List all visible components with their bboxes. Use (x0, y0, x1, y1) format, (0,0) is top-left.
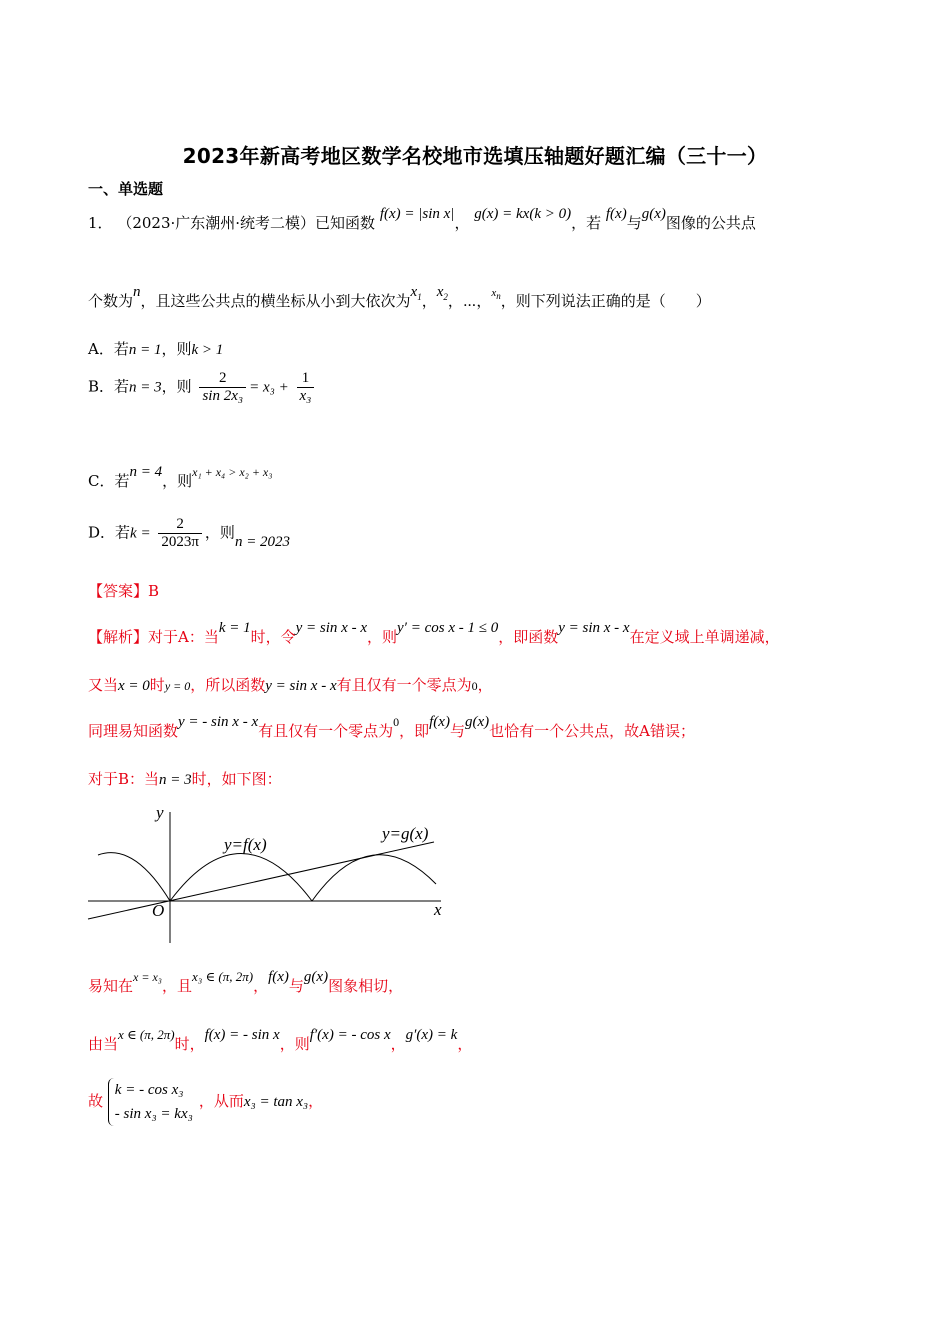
option-b-label: B．若 (88, 377, 130, 396)
text: ，则 (204, 523, 235, 542)
graph-figure (86, 798, 446, 948)
analysis-line-5: 易知在$^{x = x_3}$，且x₃ ∈ (π, 2π)，f(x)与g(x)图象相切， (88, 969, 404, 995)
f-definition: f(x) = |sin x| (379, 206, 455, 222)
xn: xn (491, 287, 501, 302)
option-a (88, 338, 223, 359)
option-b-cond: n = 3 (129, 379, 162, 396)
page-title: 2023年新高考地区数学名校地市选填压轴题好题汇编（三十一） (182, 144, 768, 168)
comma: ， (454, 214, 470, 232)
analysis-line-3: 同理易知函数y = - sin x - x有且仅有一个零点为$^0$，即f(x)与g(x)也恰有一个公共点，故A错误； (88, 714, 695, 740)
option-d (88, 516, 290, 551)
section-heading: 一、单选题 (88, 180, 164, 198)
g-label: y=g(x) (382, 824, 429, 843)
equation-system: k = - cos x₃ - sin x₃ = kx₃ (108, 1078, 193, 1126)
origin-label: O (152, 901, 165, 920)
option-a-result: k > 1 (191, 342, 224, 358)
ruo-text: ，若 (571, 214, 602, 232)
option-c-cond: n = 4 (129, 464, 163, 480)
fraction: $\frac{1}{\text{x₃}}$ (297, 370, 315, 405)
yu-text: 与 (626, 214, 642, 232)
var-n: n (133, 284, 141, 300)
x1: $x_1$ (410, 284, 422, 302)
text: ，则 (162, 472, 193, 490)
text: ，则下列说法正确的是（ ） (500, 292, 711, 310)
option-c (88, 464, 273, 491)
option-a-label: A．若 (88, 340, 129, 358)
text: ，且这些公共点的横坐标从小到大依次为 (140, 292, 411, 310)
option-b (88, 370, 317, 405)
option-d-lhs: k = (130, 525, 151, 542)
option-b-rhs: = x₃ + (249, 379, 289, 396)
y-axis-label: y (156, 803, 164, 822)
question-source: （2023·广东潮州·统考二模）已知函数 (117, 214, 376, 232)
fraction: $\frac{2}{\text{sin 2x₃}}$ (199, 370, 246, 405)
question-line-2 (88, 284, 711, 312)
dots: ，⋯， (447, 292, 492, 310)
f-curve-left (98, 853, 170, 901)
question-tail: 图像的公共点 (665, 214, 756, 232)
answer-line: 【答案】B (88, 582, 160, 600)
fx: f(x) (605, 206, 627, 222)
analysis-line-4: 对于B：当n = 3时，如下图： (88, 770, 282, 788)
f-curve-middle (170, 854, 312, 902)
analysis-line-2: 又当x = 0时y = 0，所以函数y = sin x - x有且仅有一个零点为0， (88, 676, 493, 694)
option-d-label: D．若 (88, 523, 131, 542)
f-label: y=f(x) (224, 835, 267, 854)
fraction: $\frac{2}{2023\pi}$ (158, 516, 202, 551)
analysis-line-1: 【解析】对于A：当k = 1时，令y = sin x - x，则y′ = cos x - 1 ≤ 0，即函数y = sin x - x在定义域上单调递减， (88, 620, 780, 646)
analysis-line-6: 由当x ∈ (π, 2π)时，f(x) = - sin x，则f′(x) = - cos x，g′(x) = k， (88, 1027, 473, 1053)
x2: $x_2$ (436, 284, 448, 302)
question-number: 1． (88, 214, 113, 232)
text: ，则 (161, 340, 192, 358)
gx: g(x) (641, 206, 666, 222)
x-axis-label: x (434, 900, 442, 919)
option-a-cond: n = 1 (128, 342, 162, 358)
text: ，则 (161, 377, 192, 396)
g-definition: g(x) = kx(k > 0) (474, 206, 572, 222)
option-d-result: n = 2023 (234, 533, 291, 550)
question-line-1 (88, 206, 756, 233)
option-c-result: x₁ + x₄ > x₂ + x₃ (192, 465, 273, 479)
text: 个数为 (88, 292, 134, 310)
option-c-label: C．若 (88, 472, 130, 490)
analysis-line-7: 故 k = - cos x₃ - sin x₃ = kx₃ ，从而x₃ = tan x₃， (88, 1078, 323, 1126)
f-curve-right (312, 855, 436, 901)
comma: ， (421, 292, 437, 310)
